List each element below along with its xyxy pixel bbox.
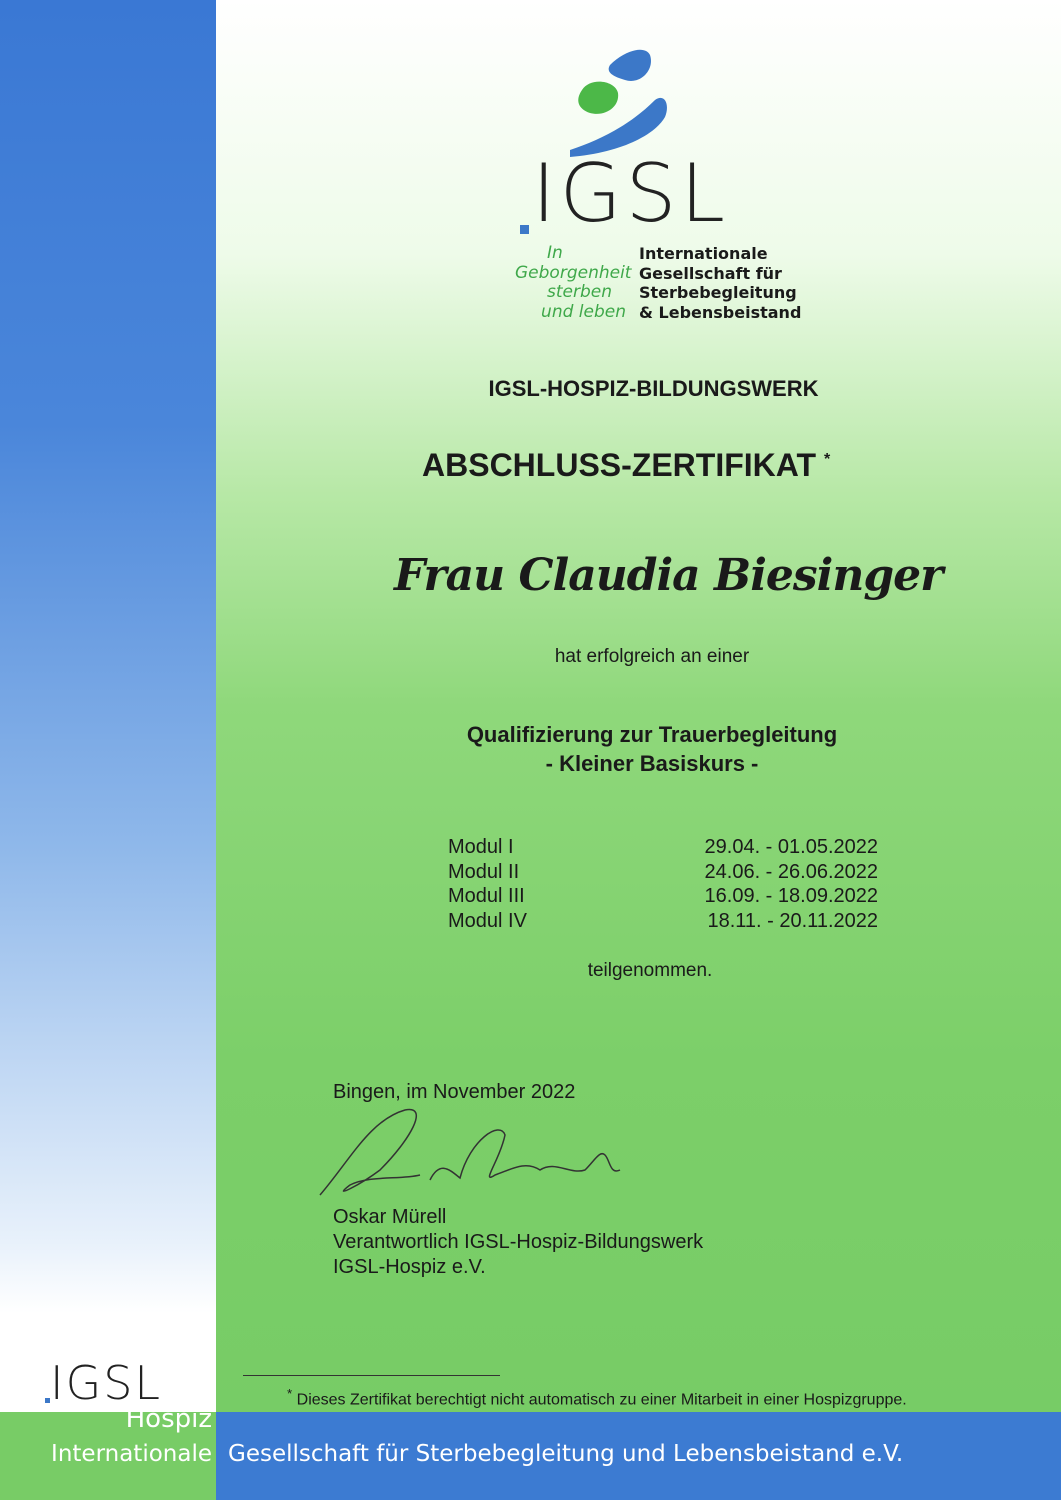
module-dates: 24.06. - 26.06.2022 <box>704 860 878 883</box>
module-row <box>448 909 878 934</box>
footer-hospiz: Hospiz <box>125 1404 212 1434</box>
logo-wordmark: IGSL <box>532 147 729 240</box>
module-dates: 18.11. - 20.11.2022 <box>707 909 878 932</box>
tagline-line: Geborgenheit <box>515 262 632 283</box>
header-text: IGSL-HOSPIZ-BILDUNGSWERK <box>488 376 819 401</box>
logo-org-name <box>639 244 801 322</box>
signer-name: Oskar Mürell <box>333 1206 447 1228</box>
recipient-name: Frau Claudia Biesinger <box>394 550 943 601</box>
left-blue-strip <box>0 0 216 1412</box>
certificate-title <box>422 447 830 484</box>
course-line: Qualifizierung zur Trauerbegleitung <box>466 722 838 747</box>
footnote-text: Dieses Zertifikat berechtigt nicht automatisch zu einer Mitarbeit in einer Hospizgruppe. <box>296 1391 907 1409</box>
intro-text: hat erfolgreich an einer <box>554 646 750 667</box>
title-text: ABSCHLUSS-ZERTIFIKAT <box>422 447 817 483</box>
module-dates: 29.04. - 01.05.2022 <box>704 836 878 858</box>
module-name: Modul II <box>448 860 520 883</box>
footer-logo-wordmark: IGSL <box>50 1356 163 1410</box>
signer-block <box>333 1205 703 1280</box>
module-name: Modul I <box>448 836 514 858</box>
signer-org: IGSL-Hospiz e.V. <box>333 1256 486 1278</box>
signer-role: Verantwortlich IGSL-Hospiz-Bildungswerk <box>333 1231 704 1253</box>
org-line: Sterbebegleitung <box>639 283 797 302</box>
module-list <box>448 835 878 933</box>
module-name: Modul IV <box>448 909 527 932</box>
org-line: Internationale <box>639 244 768 263</box>
tagline-line: und leben <box>541 301 626 322</box>
module-name: Modul III <box>448 885 525 907</box>
course-title <box>402 720 902 778</box>
footnote <box>287 1386 907 1409</box>
org-line: Gesellschaft für <box>639 263 782 283</box>
footer-left-text: Internationale <box>51 1441 212 1467</box>
course-subtitle: - Kleiner Basiskurs - <box>545 751 759 776</box>
footnote-mark: * <box>287 1386 293 1401</box>
org-line: & Lebensbeistand <box>639 302 802 322</box>
place-date: Bingen, im November 2022 <box>333 1081 576 1103</box>
outro-text: teilgenommen. <box>587 960 713 981</box>
footnote-divider <box>243 1375 500 1376</box>
module-row <box>448 835 878 860</box>
module-row <box>448 884 878 909</box>
footer-right-text: Gesellschaft für Sterbebegleitung und Lebensbeistand e.V. <box>228 1441 904 1467</box>
module-dates: 16.09. - 18.09.2022 <box>704 885 878 907</box>
tagline-line: sterben <box>547 282 612 302</box>
tagline-line: In <box>547 243 563 263</box>
signature-icon <box>310 1100 640 1210</box>
logo-dot <box>520 225 529 234</box>
title-footnote-mark: * <box>824 451 831 469</box>
module-row <box>448 860 878 885</box>
logo-tagline <box>515 244 630 322</box>
